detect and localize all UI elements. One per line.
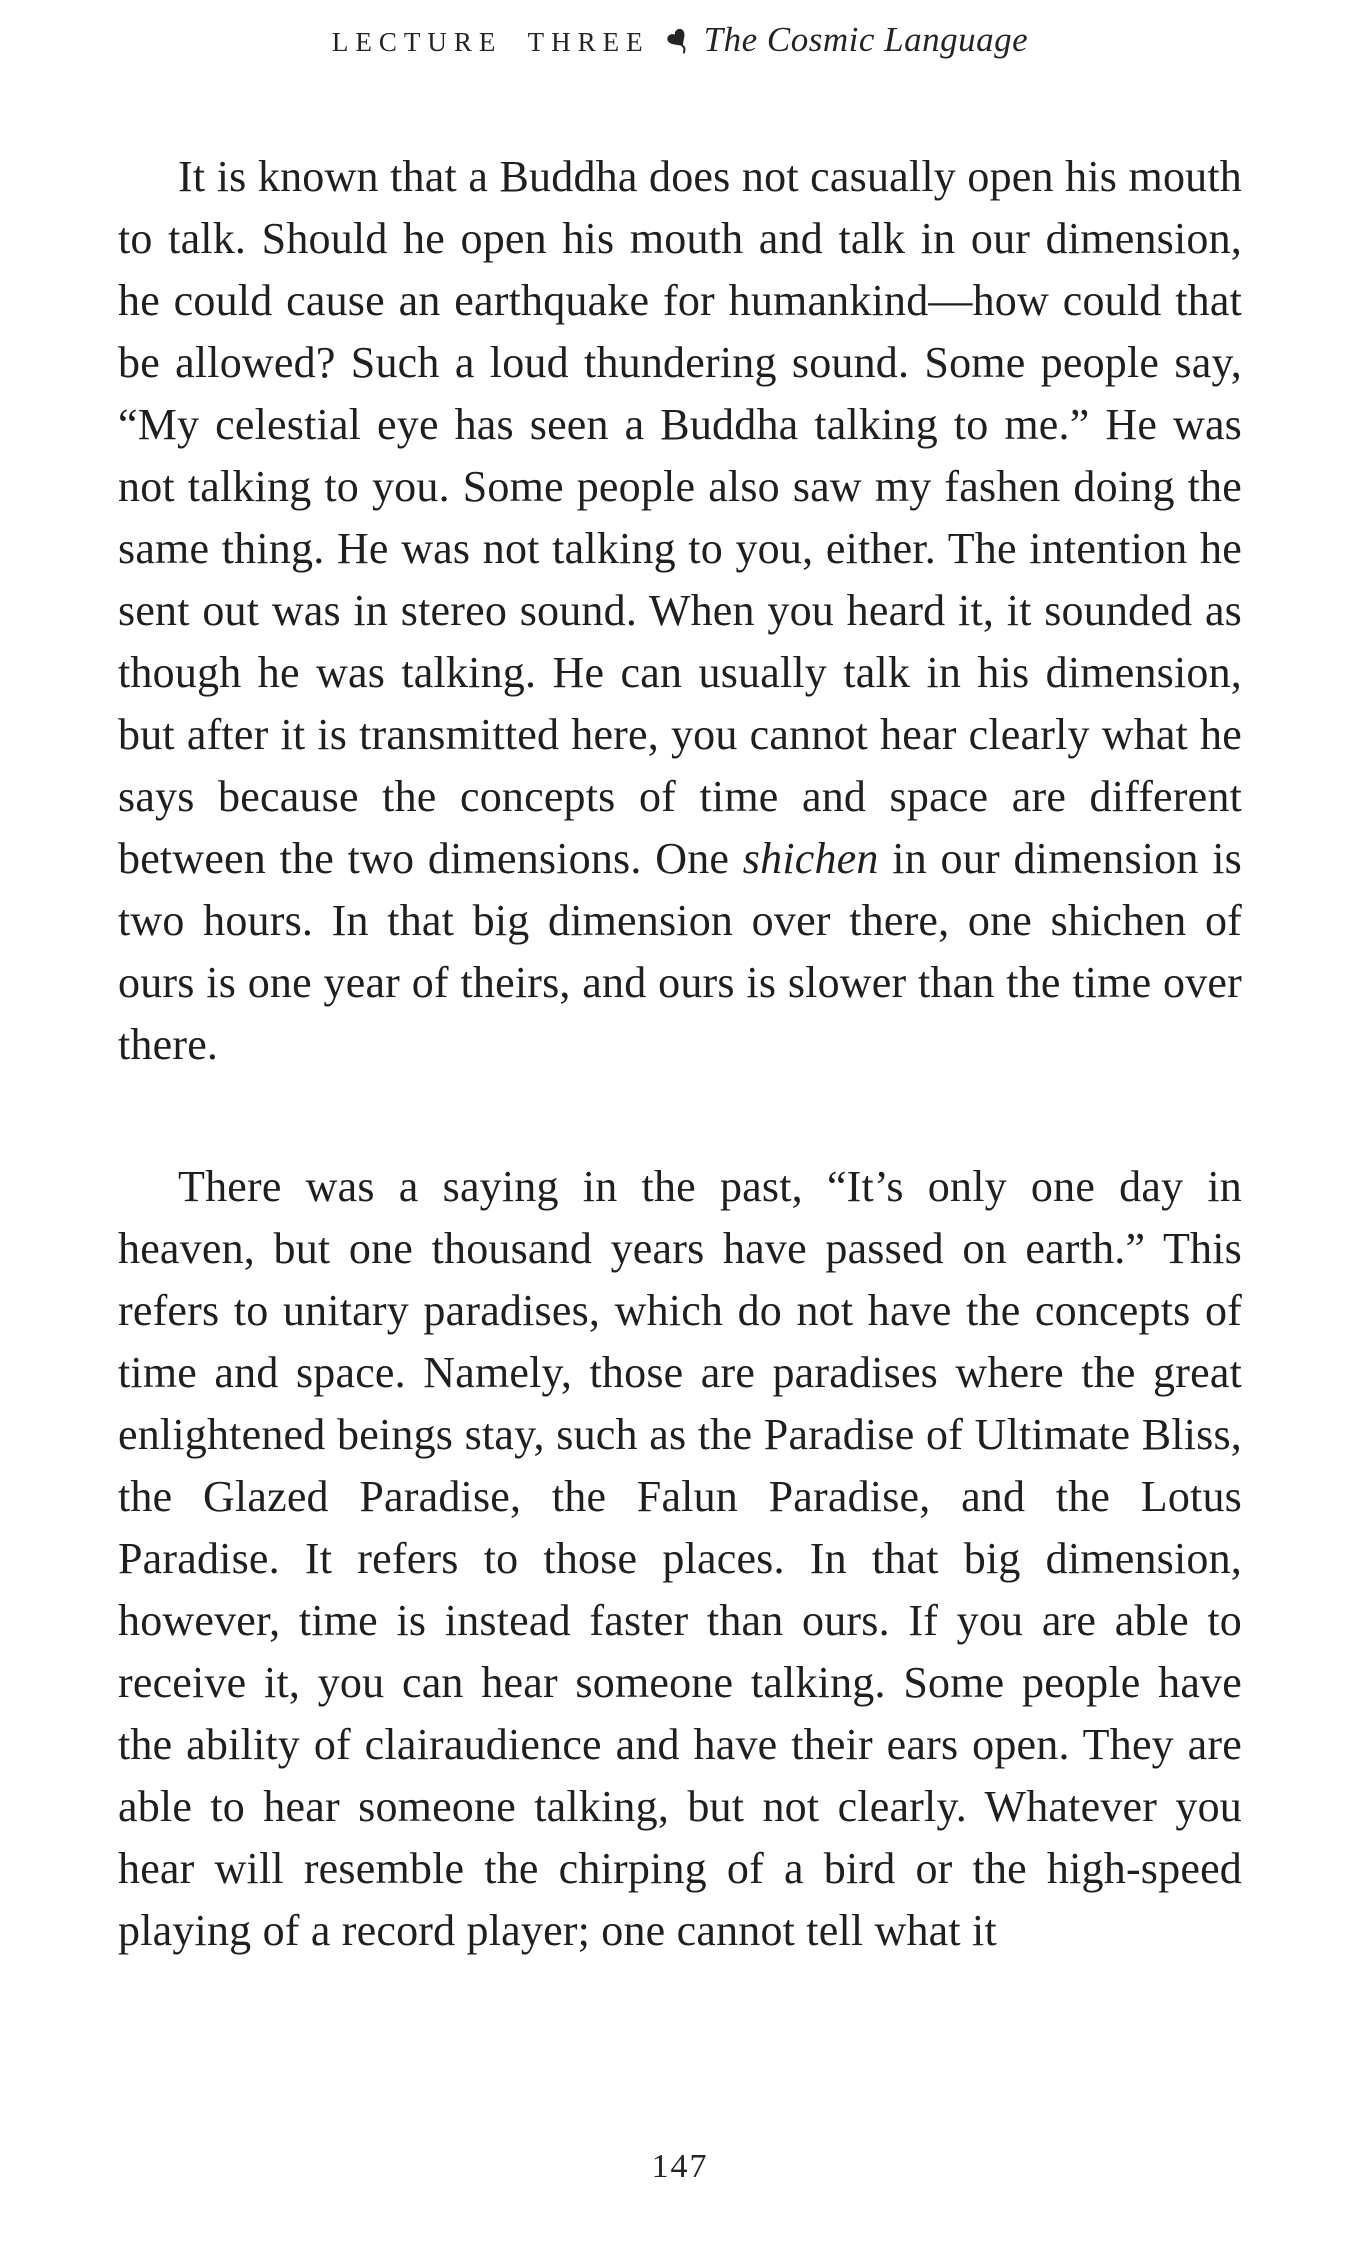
page-footer xyxy=(0,2148,1360,2186)
running-head xyxy=(0,20,1360,62)
paragraph-2-text: There was a saying in the past, “It’s only one day in heaven, but one thousand years have passed on earth.” This refers to unitary paradises, which do not have the concepts of time and space. Namely, those are paradises where the great enlightened beings stay, such as the Paradise of Ultimate Bliss, the Glazed Paradise, the Falun Paradise, and the Lotus Paradise. It refers to those places. In that big dimension, however, time is instead faster than ours. If you are able to receive it, you can hear someone talking. Some people have the ability of clairaudience and have their ears open. They are able to hear someone talking, but not clearly. Whatever you hear will resemble the chirping of a bird or the high-speed playing of a record player; one cannot tell what it xyxy=(118,1162,1242,1955)
paragraph-1-italic-term: shichen xyxy=(742,834,879,883)
paragraph-1-text: It is known that a Buddha does not casually open his mouth to talk. Should he open his mouth and talk in our dimension, he could cause an earthquake for humankind—how could that be allowed? Such a loud thundering sound. Some people say, “My celestial eye has seen a Buddha talking to me.” He was not talking to you. Some people also saw my fashen doing the same thing. He was not talking to you, either. The intention he sent out was in stereo sound. When you heard it, it sounded as though he was talking. He can usually talk in his dimension, but after it is transmitted here, you cannot hear clearly what he says because the concepts of time and space are different between the two dimensions. One xyxy=(118,152,1242,883)
running-head-lecture-label: LECTURE THREE xyxy=(331,27,650,57)
page-number: 147 xyxy=(651,2148,709,2185)
paragraph-1-text-continued: in our dimension is two hours. In that big dimension over there, one shichen of ours is one year of theirs, and ours is slower than the time over there. xyxy=(118,834,1242,1069)
page-body-text xyxy=(118,146,1242,1962)
paragraph-1 xyxy=(118,146,1242,1076)
paragraph-2 xyxy=(118,1156,1242,1962)
hedera-leaf-ornament-icon xyxy=(664,27,694,62)
running-head-chapter-title: The Cosmic Language xyxy=(703,20,1029,59)
